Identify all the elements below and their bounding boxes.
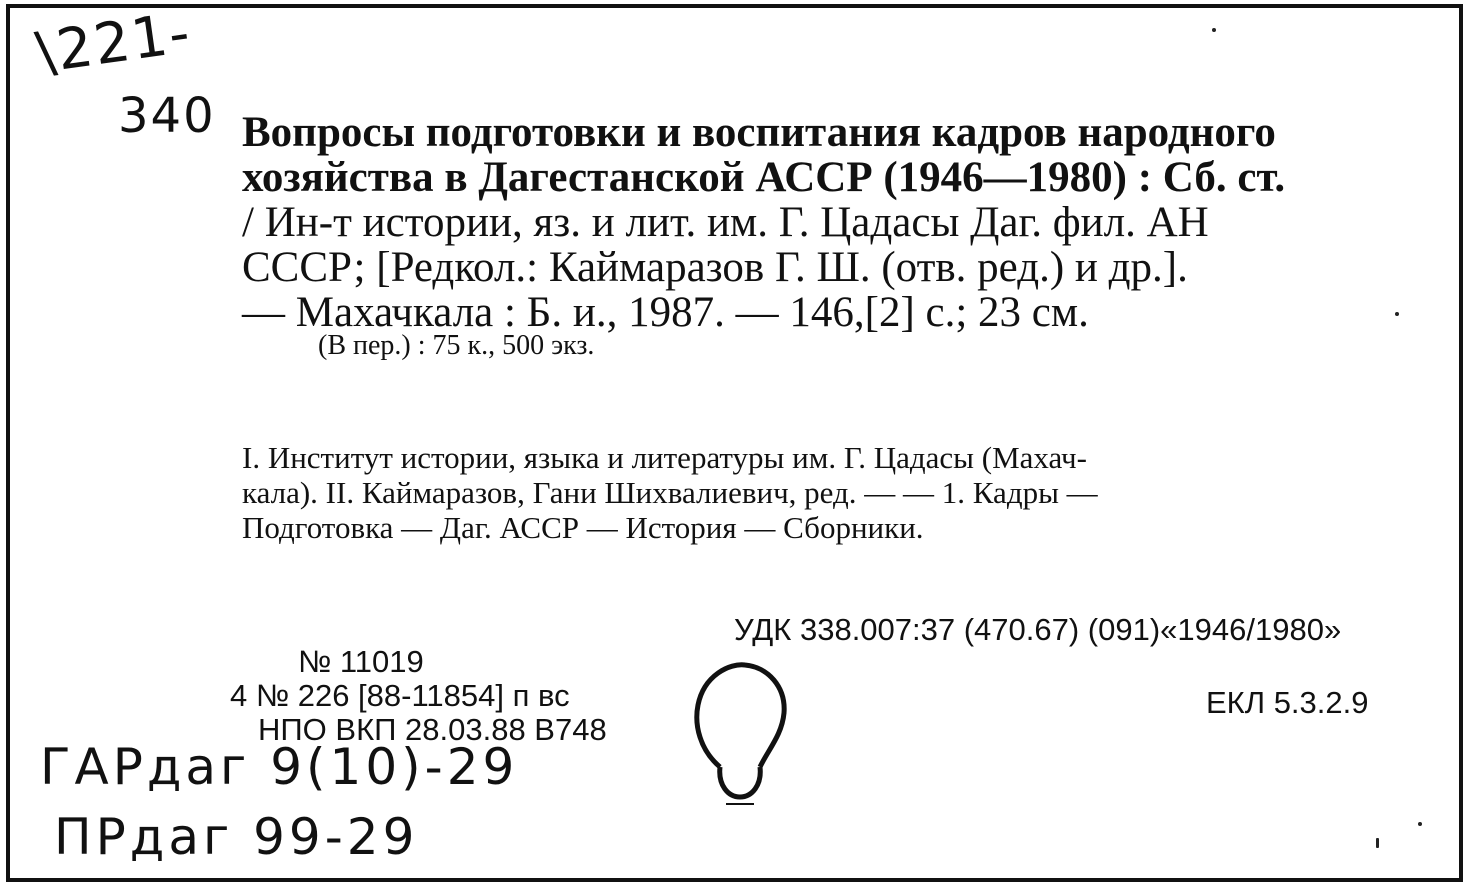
handwritten-note-1: ГАРдаг 9(10)-29 xyxy=(40,738,519,796)
lamp-bulb-icon xyxy=(690,655,790,805)
ekl-code: ЕКЛ 5.3.2.9 xyxy=(1206,685,1369,720)
shelf-mark-line2: 340 xyxy=(118,88,216,144)
tracings xyxy=(242,440,1098,545)
printer-info: НПО ВКП 28.03.88 В748 xyxy=(258,712,607,747)
title-line-4: СССР; [Редкол.: Каймаразов Г. Ш. (отв. ред.) и др.]. xyxy=(242,244,1188,291)
speck xyxy=(1395,312,1399,316)
print-order: 4 № 226 [88-11854] п вс xyxy=(230,678,570,713)
tracing-line-3: Подготовка — Даг. АССР — История — Сборники. xyxy=(242,510,924,545)
title-line-2: хозяйства в Дагестанской АССР (1946—1980) : Сб. ст. xyxy=(242,154,1286,201)
speck xyxy=(1376,838,1379,848)
udk-code: УДК 338.007:37 (470.67) (091)«1946/1980» xyxy=(734,612,1342,647)
tracing-line-1: I. Институт истории, языка и литературы им. Г. Цадасы (Махач- xyxy=(242,440,1087,475)
title-line-5: — Махачкала : Б. и., 1987. — 146,[2] с.; 23 см. xyxy=(242,289,1089,336)
binding-price: (В пер.) : 75 к., 500 экз. xyxy=(318,330,595,361)
speck xyxy=(1418,822,1422,826)
speck xyxy=(1212,28,1216,32)
tracing-line-2: кала). II. Каймаразов, Гани Шихвалиевич, ред. — — 1. Кадры — xyxy=(242,475,1098,510)
shelf-mark-line1: \221- xyxy=(32,0,196,87)
print-info xyxy=(230,644,607,747)
bibliographic-description xyxy=(242,110,1402,335)
handwritten-note-2: ПРдаг 99-29 xyxy=(54,808,419,866)
title-line-1: Вопросы подготовки и воспитания кадров народного xyxy=(242,109,1276,156)
title-line-3: / Ин-т истории, яз. и лит. им. Г. Цадасы Даг. фил. АН xyxy=(242,199,1209,246)
card-number: № 11019 xyxy=(298,644,424,679)
